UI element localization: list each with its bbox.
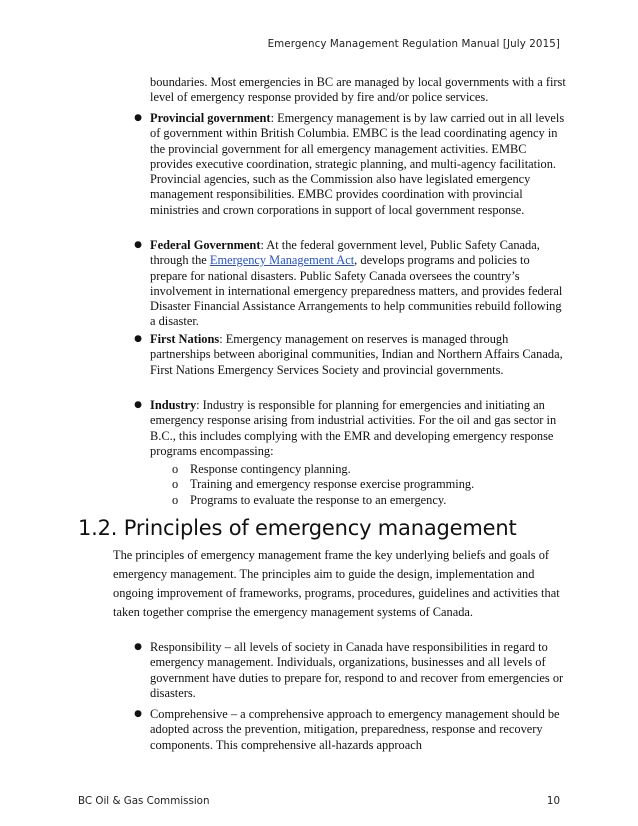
bullet-text: Responsibility – all levels of society in Canada have responsibilities in regard to emergency management. Individuals, organizations, businesses and all levels of government have duties to prepare for, respond to and recover from emergencies or disasters. — [150, 640, 564, 700]
footer-org: BC Oil & Gas Commission — [78, 795, 210, 807]
bullet-icon: ● — [134, 240, 142, 250]
list-item — [172, 493, 566, 508]
sub-item-text: Training and emergency response exercise programming. — [190, 477, 475, 492]
section-heading — [78, 516, 516, 540]
bullet-federal-government — [132, 238, 566, 330]
bullet-text-after: , develops programs and policies to prepare for national disasters. Public Safety Canada oversees the country’s involvement in international emergency preparedness matters, and provides federal Disaster Financial Assistance Arrangements to help communities rebuild following a disaster. — [150, 253, 563, 329]
section-number: 1.2. — [78, 516, 118, 540]
bullet-icon: ● — [134, 400, 142, 410]
emergency-management-act-link[interactable]: Emergency Management Act — [209, 253, 355, 268]
list-item — [172, 462, 566, 477]
sub-bullet-icon: o — [172, 492, 179, 507]
bullet-text: : Industry is responsible for planning for emergencies and initiating an emergency response arising from industrial activities. For the oil and gas sector in B.C., this includes complying with the EMR and developing emergency response programs encompassing: — [150, 398, 557, 458]
running-header: Emergency Management Regulation Manual [July 2015] — [267, 38, 560, 50]
bullet-first-nations — [132, 332, 566, 378]
bullet-icon: ● — [134, 113, 142, 123]
bullet-term: Industry — [150, 398, 197, 412]
bullet-icon: ● — [134, 642, 142, 652]
bullet-term: Provincial government — [150, 111, 271, 125]
sub-bullet-icon: o — [172, 462, 179, 476]
bullet-icon: ● — [134, 334, 142, 344]
bullet-provincial-government — [132, 111, 566, 218]
bullet-text: : At the federal government level, Public Safety Canada, through the — [150, 238, 540, 268]
bullet-term: First Nations — [150, 332, 220, 346]
industry-sub-list — [172, 462, 566, 508]
list-item — [172, 477, 566, 492]
sub-bullet-icon: o — [172, 477, 179, 492]
section-title: Principles of emergency management — [123, 516, 517, 540]
principle-comprehensive — [132, 707, 566, 753]
sub-item-text: Programs to evaluate the response to an emergency. — [190, 492, 447, 507]
bullet-icon: ● — [134, 709, 142, 719]
sub-item-text: Response contingency planning. — [190, 462, 351, 476]
bullet-term: Federal Government — [150, 238, 261, 252]
bullet-text: Comprehensive – a comprehensive approach to emergency management should be adopted across the prevention, mitigation, preparedness, response and recovery components. This comprehensive all-hazards approach — [150, 707, 560, 752]
page-number: 10 — [546, 795, 560, 807]
intro-continuation: boundaries. Most emergencies in BC are managed by local governments with a first level of emergency response provided by fire and/or police services. — [150, 75, 566, 105]
bullet-text: : Emergency management on reserves is managed through partnerships between aboriginal communities, Indian and Northern Affairs Canada, First Nations Emergency Services Society and provincial governments. — [150, 332, 563, 377]
bullet-industry — [132, 398, 566, 459]
principle-responsibility — [132, 640, 566, 701]
bullet-text: : Emergency management is by law carried out in all levels of government within British Columbia. EMBC is the lead coordinating agency in the provincial government for all emergency management activities. EMBC provides executive coordination, strategic planning, and multi-agency facilitation. Provincial agencies, such as the Commission also have legislated emergency management responsibilities. EMBC provides coordination with provincial ministries and crown corporations in support of local government response. — [150, 111, 565, 217]
section-paragraph: The principles of emergency management frame the key underlying beliefs and goals of emergency management. The principles aim to guide the design, implementation and ongoing improvement of frameworks, programs, procedures, guidelines and activities that taken together comprise the emergency management systems of Canada. — [113, 548, 560, 619]
